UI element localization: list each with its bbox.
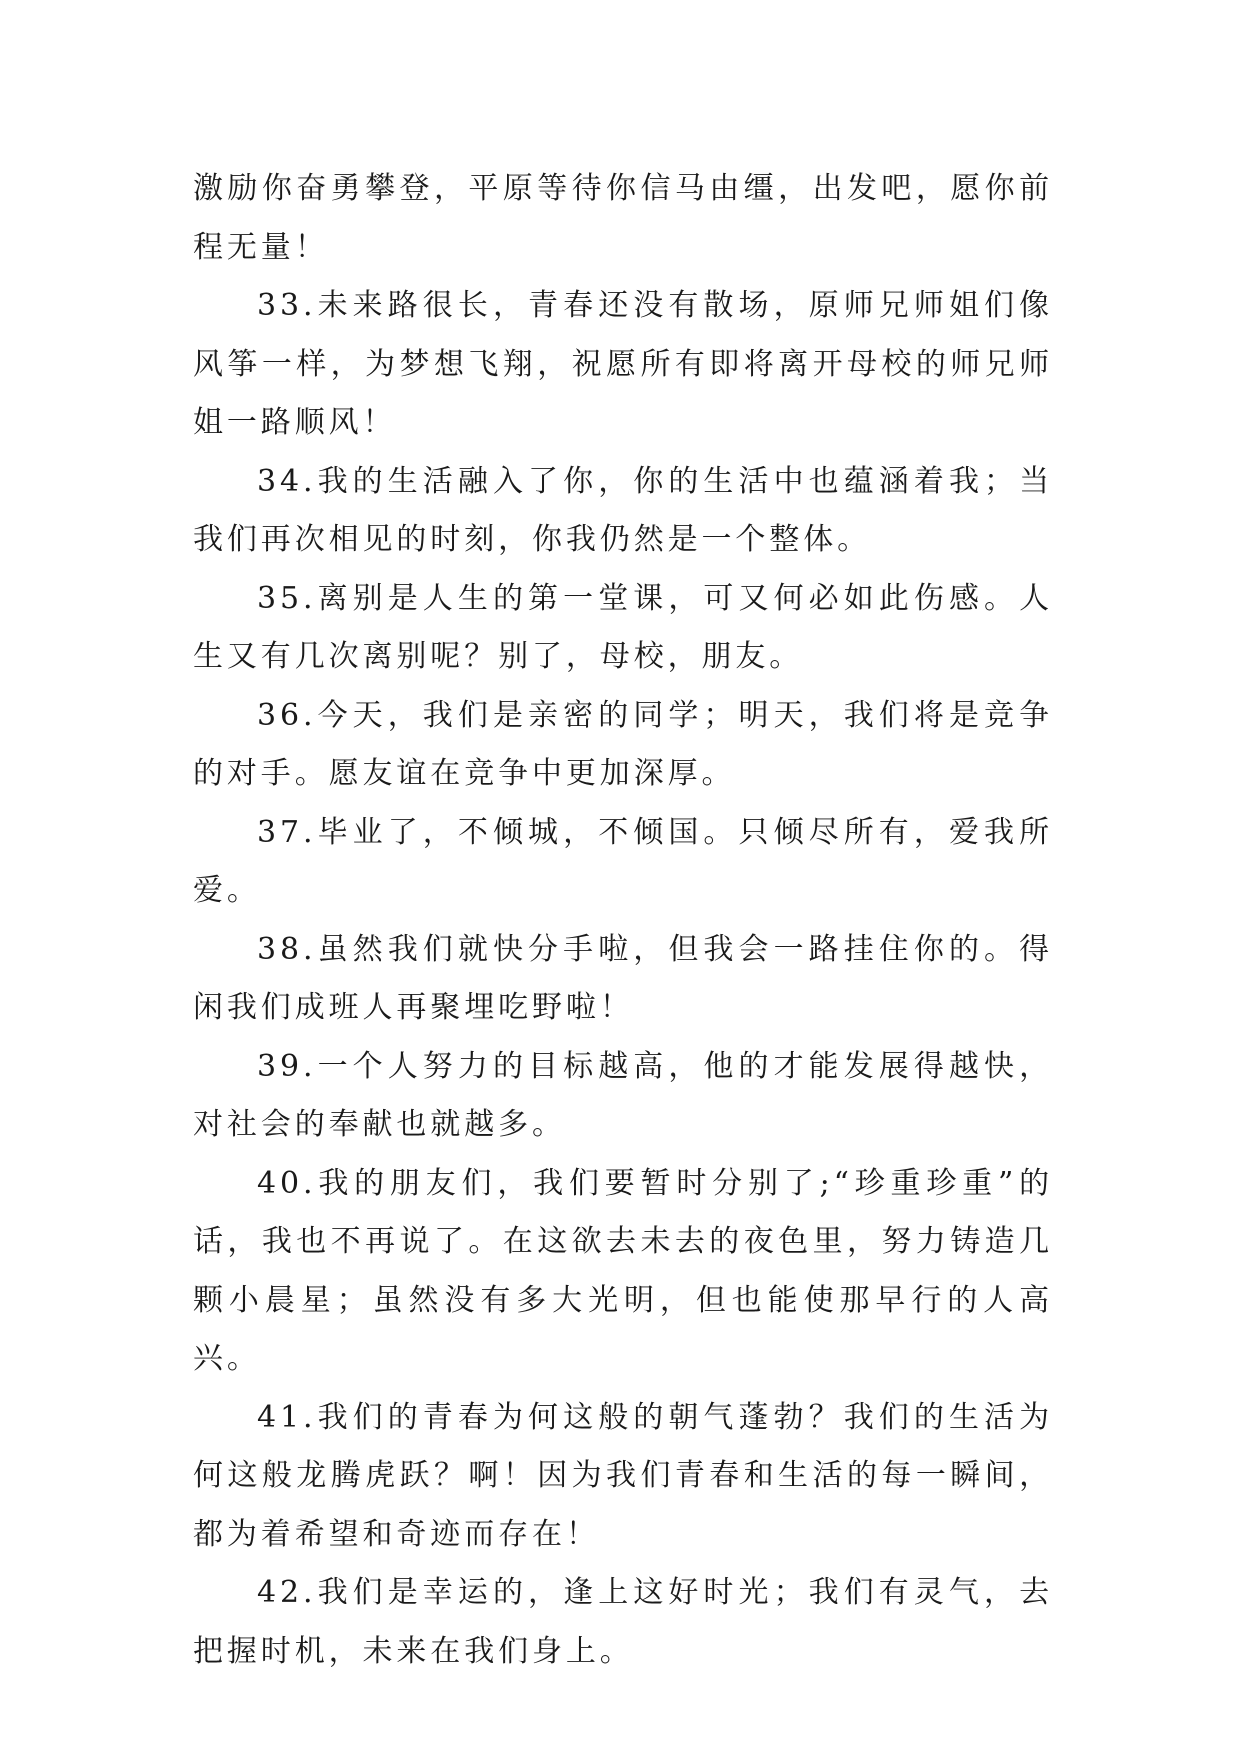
paragraph-item-35: 35.离别是人生的第一堂课，可又何必如此伤感。人生又有几次离别呢？别了，母校，朋友。: [193, 580, 1053, 674]
paragraph-item-37: 37.毕业了，不倾城，不倾国。只倾尽所有，爱我所爱。: [193, 814, 1053, 908]
paragraph-item-33: 33.未来路很长，青春还没有散场，原师兄师姐们像风筝一样，为梦想飞翔，祝愿所有即将离开母校的师兄师姐一路顺风！: [193, 288, 1053, 440]
paragraph-item-42: 42.我们是幸运的，逢上这好时光；我们有灵气，去把握时机，未来在我们身上。: [193, 1575, 1053, 1669]
document-body: [193, 160, 1053, 1681]
paragraph-item-41: 41.我们的青春为何这般的朝气蓬勃？我们的生活为何这般龙腾虎跃？啊！因为我们青春和生活的每一瞬间，都为着希望和奇迹而存在！: [193, 1399, 1053, 1552]
paragraph-item-39: 39.一个人努力的目标越高，他的才能发展得越快，对社会的奉献也就越多。: [193, 1048, 1053, 1142]
paragraph-item-34: 34.我的生活融入了你，你的生活中也蕴涵着我；当我们再次相见的时刻，你我仍然是一个整体。: [193, 463, 1053, 557]
paragraph-item-38: 38.虽然我们就快分手啦，但我会一路挂住你的。得闲我们成班人再聚埋吃野啦！: [193, 931, 1053, 1025]
paragraph-continuation: 激励你奋勇攀登，平原等待你信马由缰，出发吧，愿你前程无量！: [193, 171, 1053, 265]
paragraph-item-36: 36.今天，我们是亲密的同学；明天，我们将是竞争的对手。愿友谊在竞争中更加深厚。: [193, 697, 1053, 791]
paragraph-item-40: 40.我的朋友们，我们要暂时分别了;“珍重珍重”的话，我也不再说了。在这欲去未去的夜色里，努力铸造几颗小晨星；虽然没有多大光明，但也能使那早行的人高兴。: [193, 1165, 1053, 1376]
